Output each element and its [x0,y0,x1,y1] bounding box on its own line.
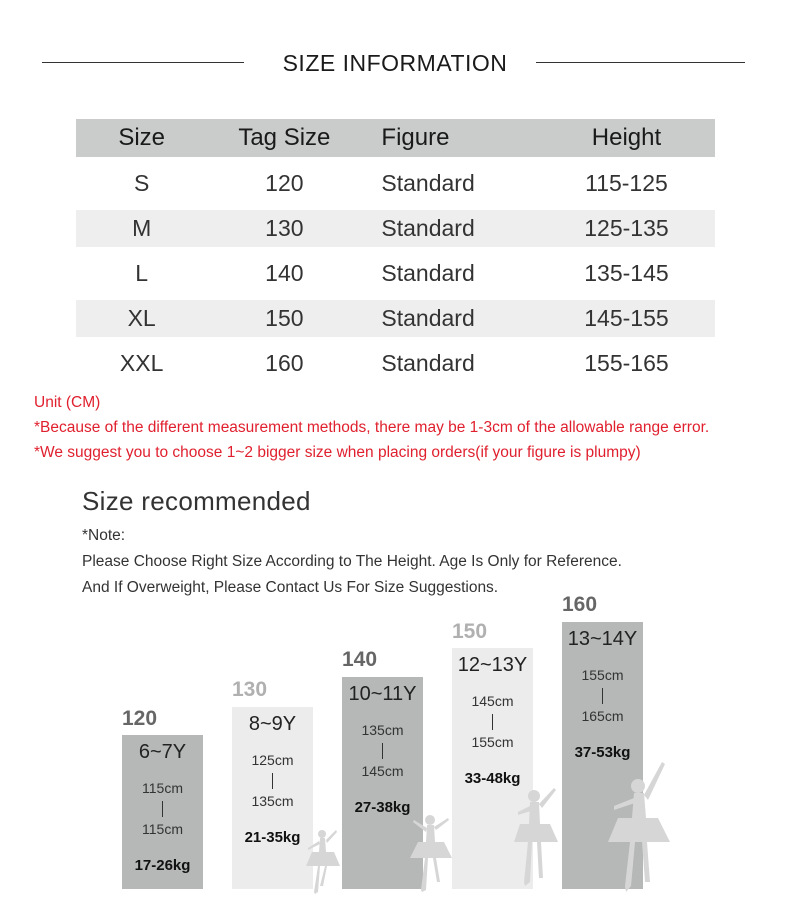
bar-age: 6~7Y [138,741,187,763]
bar-weight: 33-48kg [464,770,521,787]
bar-size-label: 150 [452,620,488,643]
bar-height-separator [382,743,383,759]
bar-height-min: 135cm [361,722,404,738]
table-header-row [76,119,715,157]
dancer-silhouette-2 [406,810,456,896]
bar-weight: 21-35kg [244,829,301,846]
bar-height-separator [162,801,163,817]
dancer-silhouette-4 [604,758,676,898]
bar-weight: 17-26kg [134,857,191,874]
dancer-silhouette-1 [296,826,342,898]
bar-size-label: 140 [342,648,378,671]
bar-height-separator [492,714,493,730]
note-line-1: Please Choose Right Size According to The Height. Age Is Only for Reference. [82,553,622,570]
bar-height-max: 165cm [581,708,624,724]
cell-figure: Standard [381,350,475,376]
bar-weight: 27-38kg [354,799,411,816]
suggestion-note: *We suggest you to choose 1~2 bigger size when placing orders(if your figure is plumpy) [34,444,641,461]
bar-height-max: 145cm [361,763,404,779]
column-header-tag-size: Tag Size [238,124,331,151]
cell-figure: Standard [381,260,475,286]
bar-height-max: 155cm [471,734,514,750]
divider-right [536,62,745,63]
cell-size: M [132,215,152,241]
bar-size-label: 160 [562,593,598,616]
cell-figure: Standard [381,305,475,331]
bar-age: 10~11Y [348,683,417,705]
bar-height-max: 135cm [251,793,294,809]
note-line-2: And If Overweight, Please Contact Us For Size Suggestions. [82,579,499,596]
cell-size: XXL [119,350,164,376]
page-title: SIZE INFORMATION [282,50,508,76]
bar-height-max: 115cm [142,821,183,837]
cell-height: 115-125 [585,170,668,196]
size-table [76,119,715,390]
cell-tag-size: 150 [265,305,304,331]
cell-figure: Standard [381,170,475,196]
bar-weight: 37-53kg [574,744,631,761]
cell-size: L [135,260,149,286]
bar-height-min: 155cm [581,667,624,683]
table-row [76,337,715,390]
notes-block [34,390,709,465]
table-row [76,157,715,210]
bar-height-separator [272,773,273,789]
cell-size: S [133,170,150,196]
cell-tag-size: 120 [265,170,304,196]
column-header-height: Height [591,124,662,151]
cell-height: 125-135 [584,215,669,241]
table-row [76,210,715,247]
note-label: *Note: [82,527,126,544]
column-header-size: Size [118,124,165,151]
bar-size-label: 120 [122,707,158,730]
bar-height-min: 145cm [471,693,514,709]
unit-note: Unit (CM) [34,394,101,411]
bar-height-separator [602,688,603,704]
bar-height-min: 115cm [142,780,183,796]
cell-height: 135-145 [584,260,669,286]
bar-age: 13~14Y [567,628,638,650]
cell-tag-size: 140 [265,260,304,286]
bar-age: 12~13Y [457,654,528,676]
table-row [76,247,715,300]
recommend-title: Size recommended [82,486,311,516]
cell-height: 145-155 [584,305,669,331]
column-header-figure: Figure [381,124,450,151]
bar-size-label: 130 [232,678,268,701]
bar-age: 8~9Y [248,713,297,735]
bar-height-min: 125cm [251,752,294,768]
measurement-note: *Because of the different measurement methods, there may be 1-3cm of the allowable range error. [34,419,710,436]
bar-body [122,735,203,889]
table-row [76,300,715,337]
cell-size: XL [127,305,156,331]
cell-tag-size: 160 [265,350,304,376]
recommend-note [82,523,622,601]
cell-figure: Standard [381,215,475,241]
cell-tag-size: 130 [265,215,304,241]
section-header [0,44,790,84]
dancer-silhouette-3 [512,782,562,892]
cell-height: 155-165 [584,350,669,376]
